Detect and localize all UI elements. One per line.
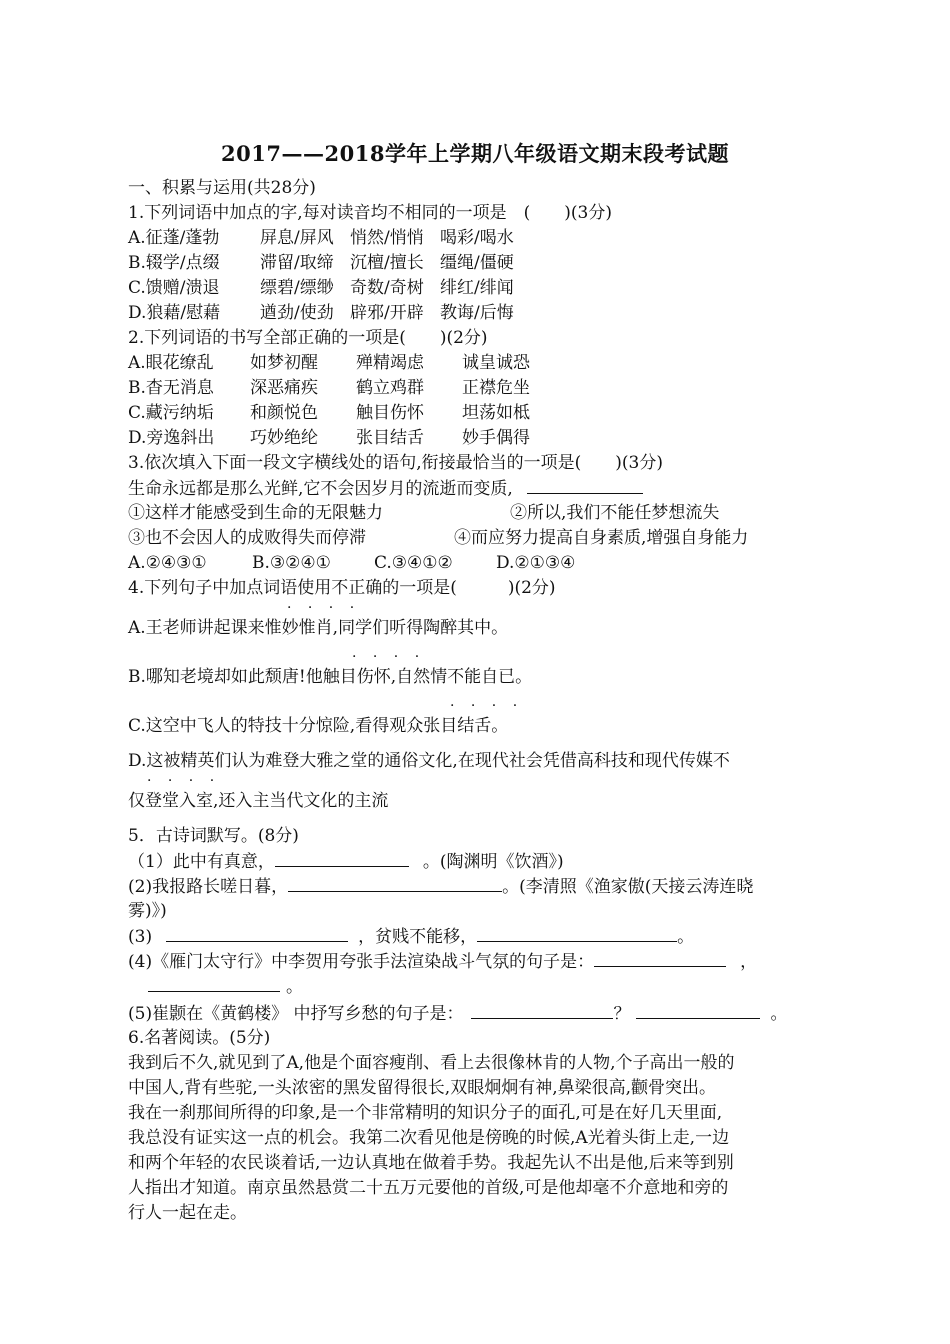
q5-2-prompt: (2)我报路长嗟日暮， [128,877,289,897]
q2-d-2: 巧妙绝纶 [250,428,318,448]
q3-option-a: A.②④③① [128,553,207,573]
q2-a-2: 如梦初醒 [250,353,318,373]
q4-option-a: A.王老师讲起课来惟妙惟肖,同学们听得陶醉其中。 [128,618,509,638]
section-heading: 一、积累与运用(共28分) [128,178,316,198]
q2-c-3: 触目伤怀 [356,403,424,423]
q5-line-1 [128,849,564,873]
q6-passage-line-1: 我到后不久,就见到了A,他是个面容瘦削、看上去很像林肯的人物,个子高出一般的 [128,1053,735,1073]
q1-d-4: 教诲/后悔 [440,303,514,323]
q5-1-source: 。(陶渊明《饮酒》) [422,852,564,872]
q3-options [128,551,575,575]
q5-5-end: 。 [770,1004,788,1024]
q2-d-1: D.旁逸斜出 [128,428,215,448]
q1-c-2: 缥碧/缥缈 [260,278,334,298]
q2-a-3: 殚精竭虑 [356,353,424,373]
q1-option-c [128,276,514,300]
q5-1-prompt: （1）此中有真意， [128,852,275,872]
q3-option-b: B.③②④① [252,553,331,573]
q1-a-2: 屏息/屏风 [260,228,334,248]
q1-d-1: D.狼藉/慰藉 [128,303,221,323]
q6-passage-line-4: 我总没有证实这一点的机会。我第二次看见他是傍晚的时候,A光着头街上走,一边 [128,1128,730,1148]
q3-option-c: C.③④①② [374,553,453,573]
q1-a-1: A.征蓬/蓬勃 [128,228,220,248]
q5-3-blank-2[interactable] [477,924,677,942]
q5-4-blank-2[interactable] [148,974,280,992]
q5-5-blank-1[interactable] [471,1001,613,1019]
q5-line-4 [128,949,757,973]
q5-3-middle: ，贫贱不能移， [358,927,478,947]
q3-answer-blank[interactable] [527,476,643,494]
q1-option-d [128,301,514,325]
q2-c-4: 坦荡如柢 [462,403,530,423]
emphasis-dots-a: · · · · [287,600,361,616]
q1-option-a [128,226,514,250]
q6-stem: 6.名著阅读。(5分) [128,1028,271,1048]
emphasis-dots-c: · · · · [450,698,524,714]
q2-c-1: C.藏污纳垢 [128,403,214,423]
q6-passage-line-5: 和两个年轻的农民谈着话,一边认真地在做着手势。我起先认不出是他,后来等到别 [128,1153,734,1173]
q5-4-comma: ， [740,952,758,972]
q5-3-label: (3) [128,927,153,947]
q4-stem: 4.下列句子中加点词语使用不正确的一项是( )(2分) [128,578,556,598]
q5-line-2 [128,874,753,898]
q2-a-1: A.眼花缭乱 [128,353,214,373]
q3-option-d: D.②①③④ [496,553,576,573]
q5-4-end: 。 [286,977,303,997]
q3-sentence-2: ②所以,我们不能任梦想流失 [510,503,720,523]
exam-title: 2017——2018学年上学期八年级语文期末段考试题 [221,141,729,166]
q2-b-2: 深恶痛疾 [250,378,318,398]
q1-c-4: 绯红/绯闻 [440,278,514,298]
q1-b-3: 沉檀/擅长 [350,253,424,273]
q2-option-a [128,351,530,375]
q2-b-4: 正襟危坐 [462,378,530,398]
q2-a-4: 诚皇诚恐 [462,353,530,373]
q1-option-b [128,251,514,275]
q5-4-prompt: (4)《雁门太守行》中李贺用夸张手法渲染战斗气氛的句子是： [128,952,595,972]
q5-1-blank[interactable] [275,849,409,867]
q2-b-1: B.杳无消息 [128,378,214,398]
q4-option-d-line1: D.这被精英们认为难登大雅之堂的通俗文化,在现代社会凭借高科技和现代传媒不 [128,751,730,771]
q1-b-2: 滞留/取缔 [260,253,334,273]
q4-option-b: B.哪知老境却如此颓唐!他触目伤怀,自然情不能自已。 [128,667,533,687]
q1-b-4: 缰绳/僵硬 [440,253,514,273]
q5-5-question: ？ [613,1004,631,1024]
q1-c-1: C.馈赠/溃退 [128,278,220,298]
q5-stem: 5．古诗词默写。(8分) [128,826,299,846]
q5-line-2-cont: 雾)》) [128,901,167,921]
q5-2-source: 。(李清照《渔家傲(天接云涛连晓 [502,877,754,897]
q1-d-2: 遒劲/使劲 [260,303,334,323]
q3-text-line [128,476,643,500]
q1-a-3: 悄然/悄悄 [350,228,424,248]
q1-a-4: 喝彩/喝水 [440,228,514,248]
q4-option-d-line2: 仅登堂入室,还入主当代文化的主流 [128,791,389,811]
q5-line-4-cont [128,974,303,998]
q5-3-end: 。 [677,927,695,947]
q4-option-c: C.这空中飞人的特技十分惊险,看得观众张目结舌。 [128,716,509,736]
emphasis-dots-d: · · · · [147,773,221,789]
q1-d-3: 辟邪/开辟 [350,303,424,323]
q3-sentences-row1 [128,501,719,525]
q2-d-3: 张目结舌 [356,428,424,448]
q5-3-blank-1[interactable] [166,924,348,942]
q3-sentences-row2 [128,526,748,550]
q6-passage-line-7: 行人一起在走。 [128,1203,247,1223]
q3-sentence-4: ④而应努力提高自身素质,增强自身能力 [454,528,749,548]
q5-line-3 [128,924,694,948]
q3-text: 生命永远都是那么光鲜,它不会因岁月的流逝而变质, [128,479,513,499]
q5-5-prompt: (5)崔颢在《黄鹤楼》 中抒写乡愁的句子是： [128,1004,464,1024]
q6-passage-line-3: 我在一刹那间所得的印象,是一个非常精明的知识分子的面孔,可是在好几天里面, [128,1103,723,1123]
q5-line-5 [128,1001,787,1025]
q2-d-4: 妙手偶得 [462,428,530,448]
emphasis-dots-b: · · · · [352,649,426,665]
q2-stem: 2.下列词语的书写全部正确的一项是( )(2分) [128,328,488,348]
q1-b-1: B.辍学/点缀 [128,253,220,273]
q1-stem: 1.下列词语中加点的字,每对读音均不相同的一项是 ( )(3分) [128,203,612,223]
q5-4-blank-1[interactable] [594,949,726,967]
q3-sentence-1: ①这样才能感受到生命的无限魅力 [128,503,383,523]
q2-c-2: 和颜悦色 [250,403,318,423]
q2-b-3: 鹤立鸡群 [356,378,424,398]
q5-5-blank-2[interactable] [636,1001,760,1019]
q1-c-3: 奇数/奇树 [350,278,424,298]
q6-passage-line-6: 人指出才知道。南京虽然悬赏二十五万元要他的首级,可是他却毫不介意地和旁的 [128,1178,729,1198]
q2-option-c [128,401,530,425]
q3-sentence-3: ③也不会因人的成败得失而停滞 [128,528,366,548]
q2-option-d [128,426,530,450]
q2-option-b [128,376,530,400]
q6-passage-line-2: 中国人,背有些驼,一头浓密的黑发留得很长,双眼炯炯有神,鼻梁很高,颧骨突出。 [128,1078,717,1098]
q3-stem: 3.依次填入下面一段文字横线处的语句,衔接最恰当的一项是( )(3分) [128,453,663,473]
q5-2-blank[interactable] [288,874,502,892]
